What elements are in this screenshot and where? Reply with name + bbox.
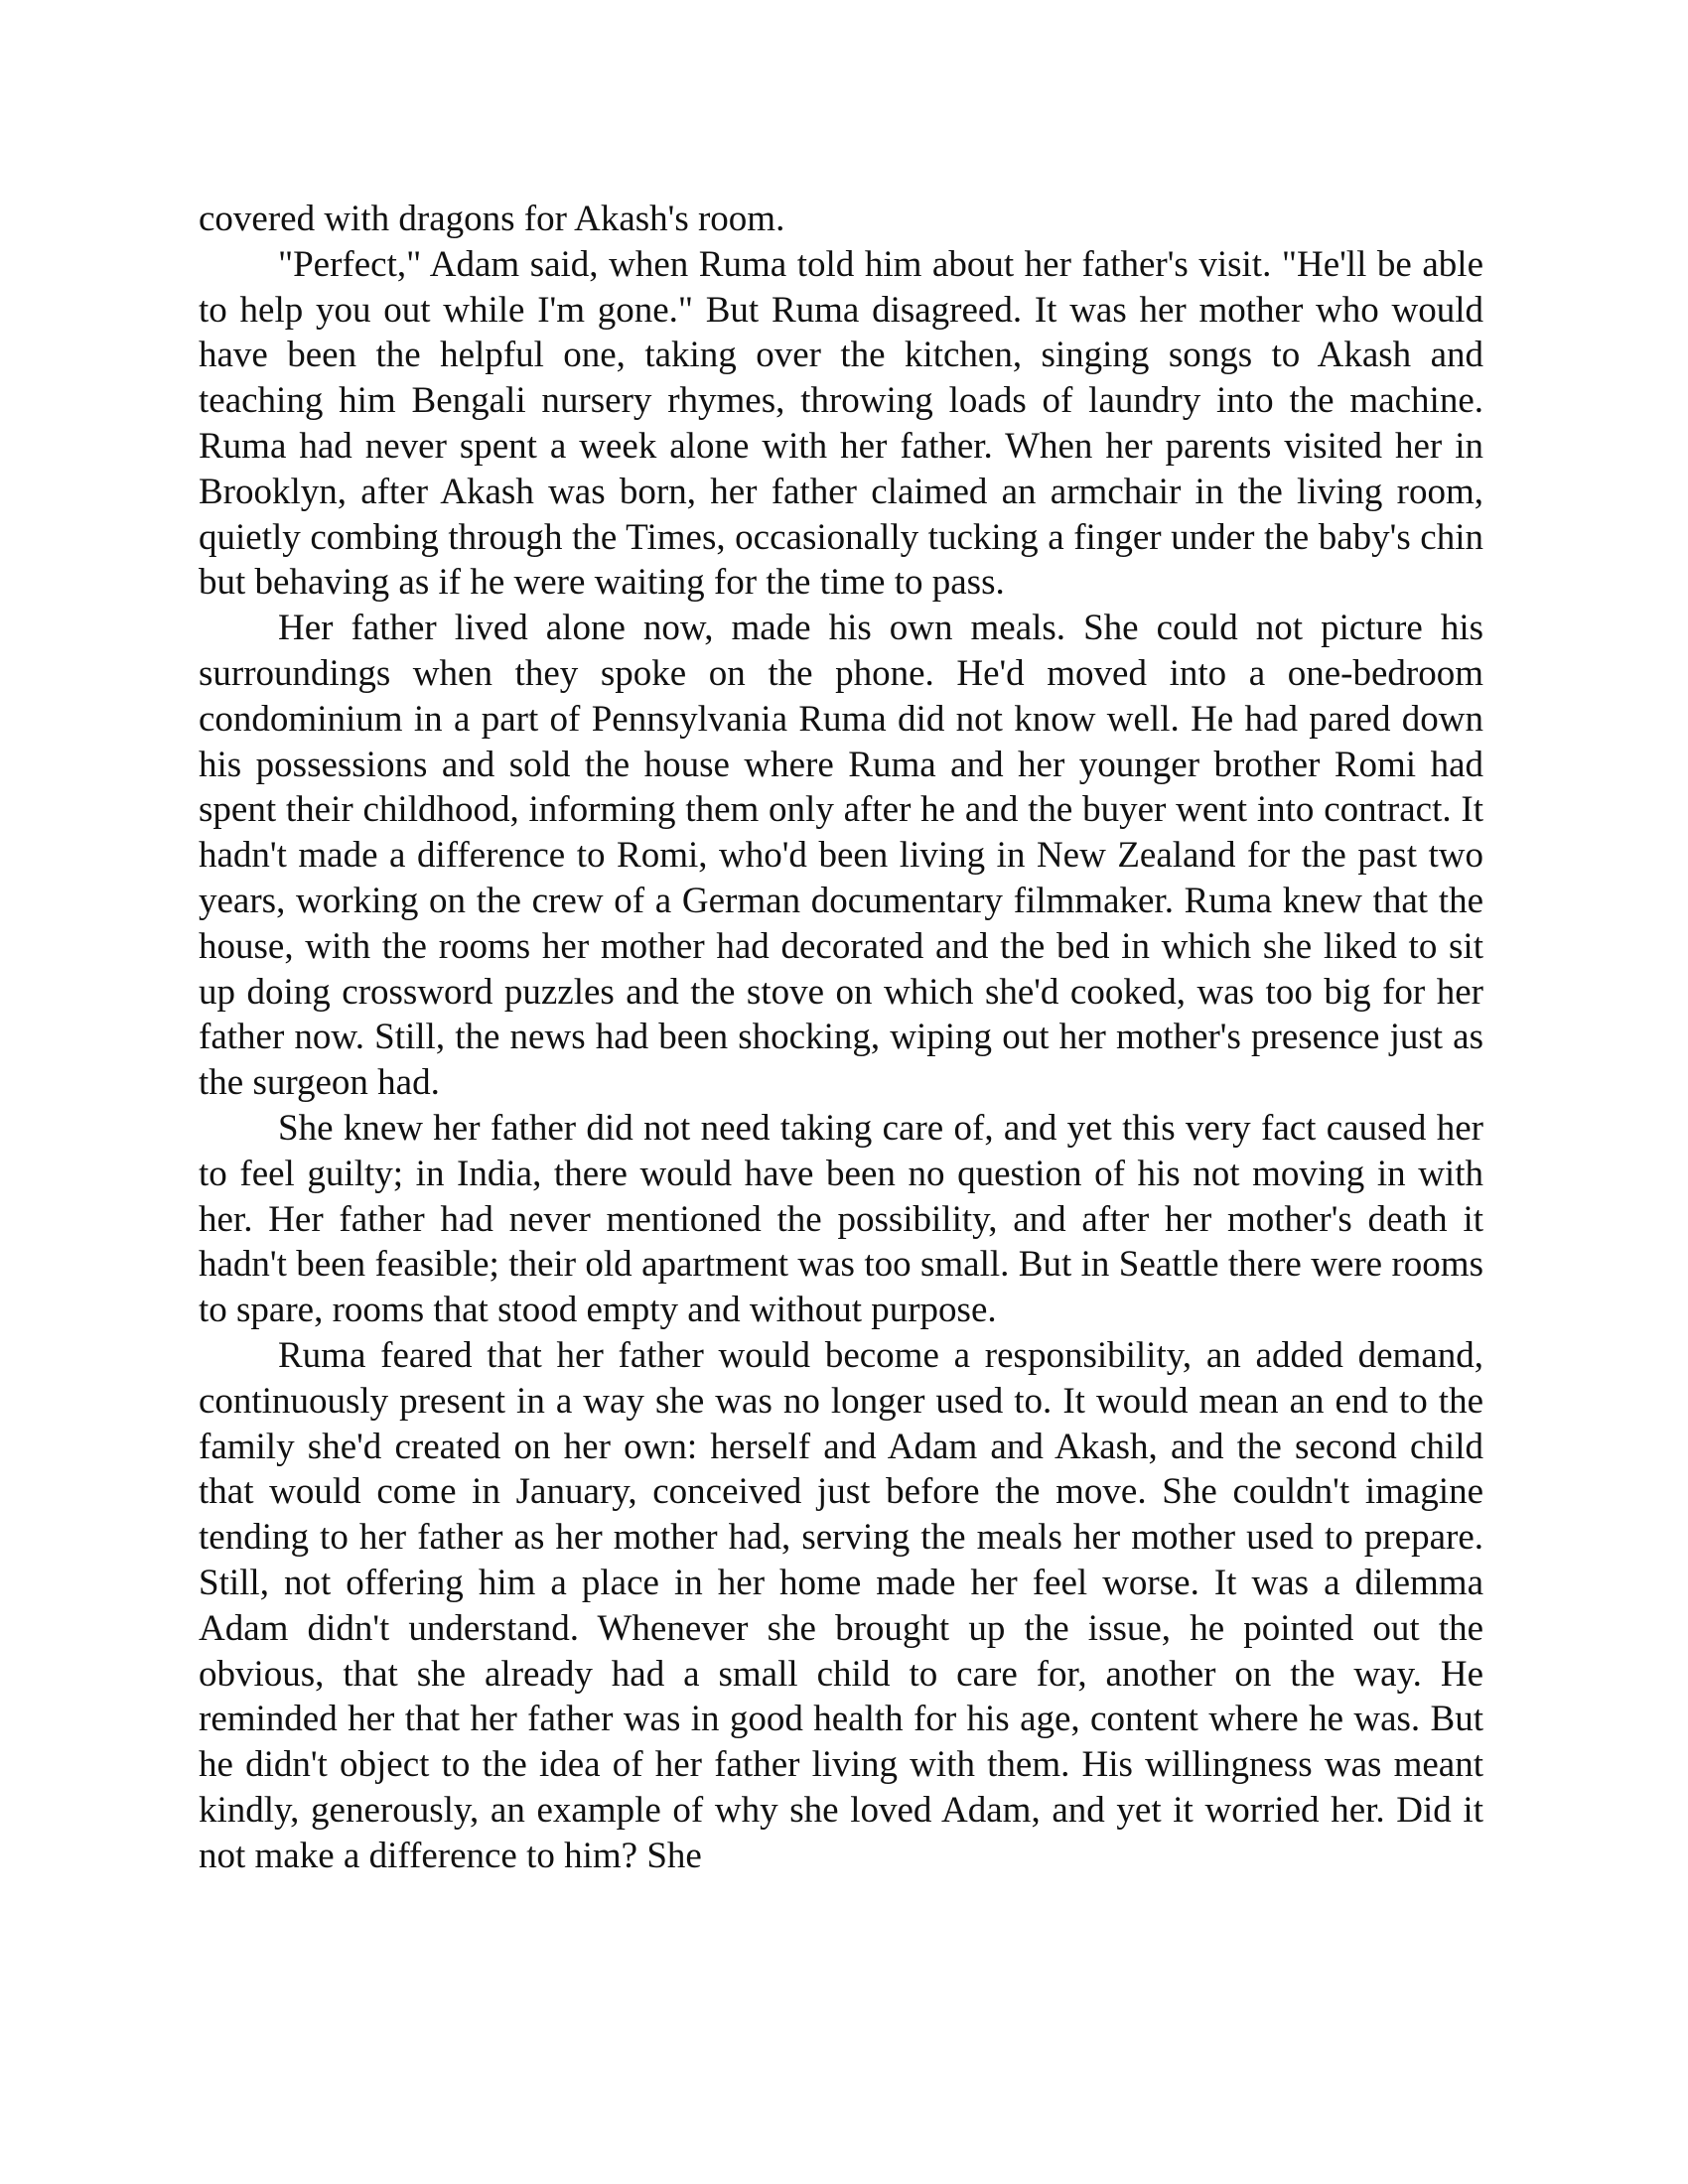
paragraph: She knew her father did not need taking care of, and yet this very fact caused her to feel guilty; in India, there would have been no question of his not moving in with her. Her father had never mentioned the possibility, and after her mother's death it hadn't been feasible; their old apartment was too small. But in Seattle there were rooms to spare, rooms that stood empty and without purpose. xyxy=(199,1107,1483,1331)
paragraph: Her father lived alone now, made his own meals. She could not picture his surroundings when they spoke on the phone. He'd moved into a one-bedroom condominium in a part of Pennsylvania Ruma did not know well. He had pared down his possessions and sold the house where Ruma and her younger brother Romi had spent their childhood, informing them only after he and the buyer went into contract. It hadn't made a difference to Romi, who'd been living in New Zealand for the past two years, working on the crew of a German documentary filmmaker. Ruma knew that the house, with the rooms her mother had decorated and the bed in which she liked to sit up doing crossword puzzles and the stove on which she'd cooked, was too big for her father now. Still, the news had been shocking, wiping out her mother's presence just as the surgeon had. xyxy=(199,608,1483,1104)
paragraph: Ruma feared that her father would become a responsibility, an added demand, continuously present in a way she was no longer used to. It would mean an end to the family she'd created on her own: herself and Adam and Akash, and the second child that would come in January, conceived just before the move. She couldn't imagine tending to her father as her mother had, serving the meals her mother used to prepare. Still, not offering him a place in her home made her feel worse. It was a dilemma Adam didn't understand. Whenever she brought up the issue, he pointed out the obvious, that she already had a small child to care for, another on the way. He reminded her that her father was in good health for his age, content where he was. But he didn't object to the idea of her father living with them. His willingness was meant kindly, generously, an example of why she loved Adam, and yet it worried her. Did it not make a difference to him? She xyxy=(199,1334,1483,1876)
paragraph-continued: covered with dragons for Akash's room. xyxy=(199,199,785,239)
page-text xyxy=(199,197,1483,1878)
paragraph: "Perfect," Adam said, when Ruma told him about her father's visit. "He'll be able to help you out while I'm gone." But Ruma disagreed. It was her mother who would have been the helpful one, taking over the kitchen, singing songs to Akash and teaching him Bengali nursery rhymes, throwing loads of laundry into the machine. Ruma had never spent a week alone with her father. When her parents visited her in Brooklyn, after Akash was born, her father claimed an armchair in the living room, quietly combing through the Times, occasionally tucking a finger under the baby's chin but behaving as if he were waiting for the time to pass. xyxy=(199,243,1483,604)
